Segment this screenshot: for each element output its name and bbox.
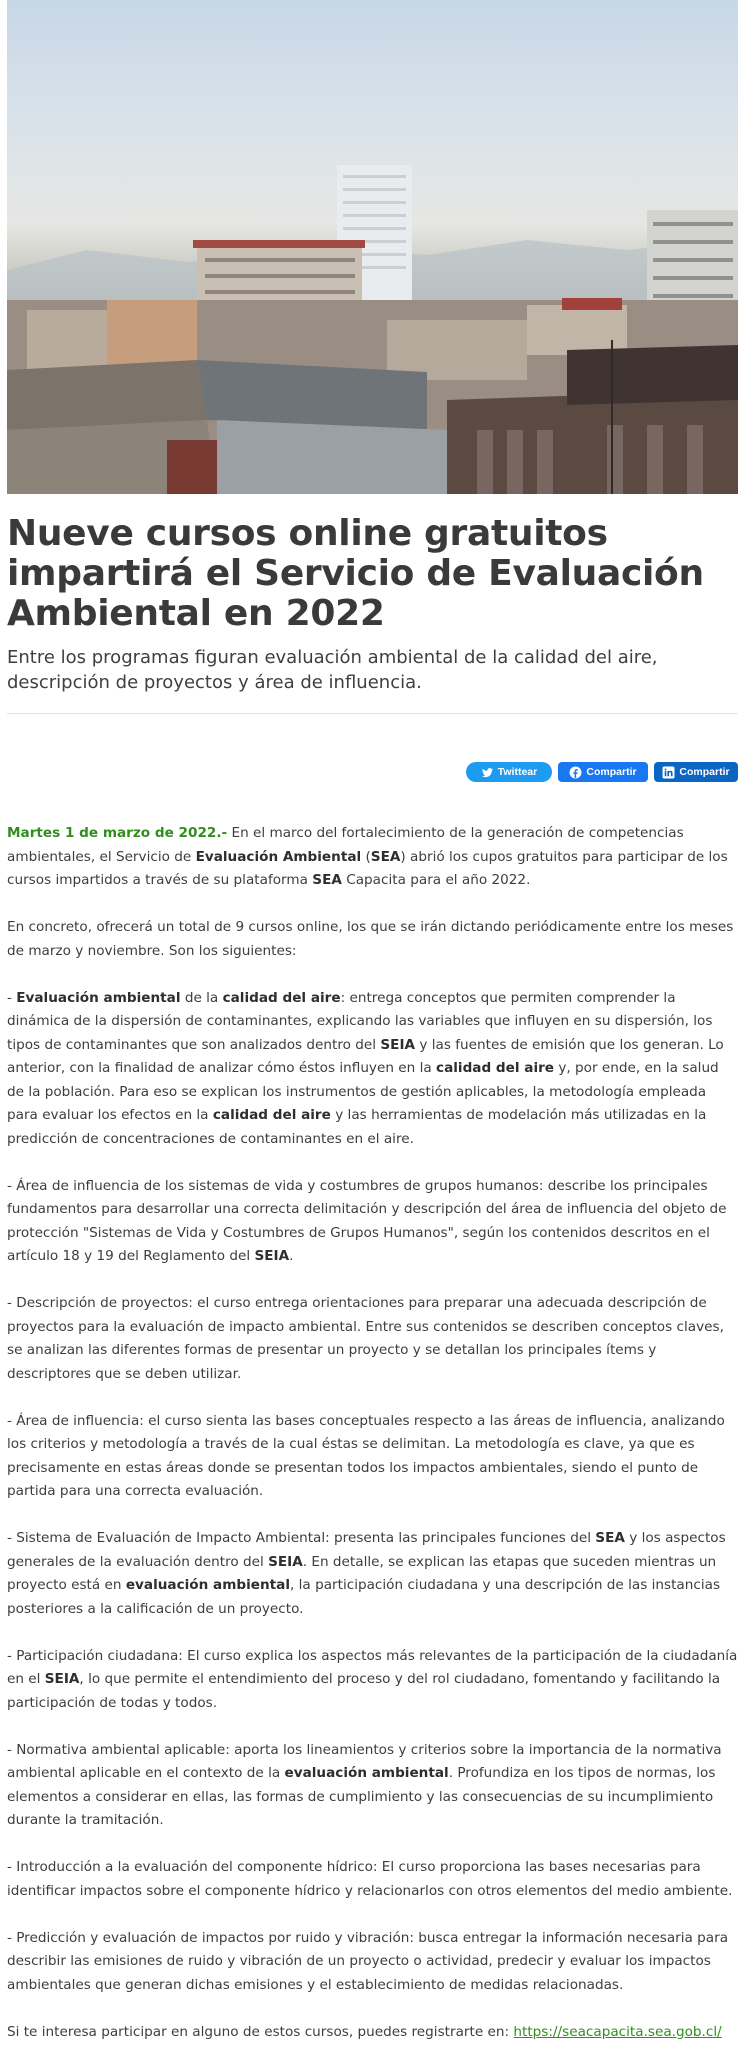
text: -	[7, 989, 17, 1006]
bold-text: evaluación ambiental	[284, 1765, 449, 1781]
text: - Participación ciudadana: El curso explica los aspectos más relevantes de la participación de la ciudadanía en el	[7, 1647, 738, 1687]
text: Si te interesa participar en alguno de estos cursos, puedes registrarte en:	[7, 2023, 514, 2040]
text: - Sistema de Evaluación de Impacto Ambiental: presenta las principales funciones del	[7, 1530, 596, 1546]
text: y las herramientas de modelación más utilizadas en la predicción de concentraciones de contaminantes en el aire.	[7, 1107, 707, 1147]
facebook-share-button[interactable]	[558, 762, 648, 782]
bold-text: SEA	[595, 1530, 625, 1546]
text: y los aspectos generales de la evaluación dentro del	[7, 1530, 726, 1570]
text: Capacita para el año 2022.	[341, 872, 531, 888]
course-item-air-quality	[7, 987, 738, 1152]
course-item-seia	[7, 1527, 738, 1621]
text: y las fuentes de emisión que los generan. Lo anterior, con la finalidad de analizar cómo éstos influyen en la	[7, 1036, 724, 1076]
text: de la	[180, 989, 223, 1006]
article-subtitle: Entre los programas figuran evaluación ambiental de la calidad del aire, descripción de proyectos y área de influencia.	[7, 647, 658, 693]
bold-text: SEIA	[380, 1036, 416, 1053]
paragraph-intro	[7, 822, 738, 893]
text: .	[289, 1248, 294, 1264]
paragraph-overview: En concreto, ofrecerá un total de 9 cursos online, los que se irán dictando periódicamente entre los meses de marzo y noviembre. Son los siguientes:	[7, 919, 734, 959]
bold-text: SEIA	[268, 1553, 303, 1570]
article-body	[7, 822, 738, 2068]
text: ) abrió los cupos gratuitos para participar de los cursos impartidos a través de su plataforma	[7, 848, 728, 888]
bold-text: SEIA	[254, 1248, 290, 1264]
hero-image	[7, 0, 738, 494]
bold-text: calidad del aire	[436, 1060, 555, 1076]
facebook-icon	[569, 766, 582, 779]
divider	[7, 713, 738, 714]
text: , lo que permite el entendimiento del proceso y del rol ciudadano, fomentando y facilitando la participación de todas y todos.	[7, 1671, 721, 1711]
city-skyline-photo	[7, 0, 738, 494]
bold-text: SEA	[312, 872, 342, 888]
text: En el marco del fortalecimiento de la generación de competencias ambientales, el Servicio de	[7, 825, 684, 865]
bold-text: calidad del aire	[212, 1107, 331, 1123]
linkedin-icon	[662, 766, 675, 779]
bold-text: calidad del aire	[222, 989, 341, 1006]
course-item-project-description: - Descripción de proyectos: el curso entrega orientaciones para preparar una adecuada descripción de proyectos para la evaluación de impacto ambiental. Entre sus contenidos se describen conceptos claves, se analizan las diferentes formas de presentar un proyecto y se detallan los principales ítems y descriptores que se deben utilizar.	[7, 1295, 724, 1382]
linkedin-share-label: Compartir	[679, 766, 730, 778]
article-date: Martes 1 de marzo de 2022.-	[7, 825, 228, 841]
paragraph-registration	[7, 2021, 738, 2045]
course-item-regulations	[7, 1739, 738, 1833]
twitter-share-label: Twittear	[497, 766, 538, 778]
text: (	[361, 848, 371, 865]
share-bar	[466, 762, 738, 782]
course-item-influence-area: - Área de influencia: el curso sienta las bases conceptuales respecto a las áreas de influencia, analizando los criterios y metodología a través de la cual éstas se delimitan. La metodología es clave, ya que es precisamente en estas áreas donde se presentan todos los impactos ambientales, siendo el punto de partida para una correcta evaluación.	[7, 1412, 725, 1499]
twitter-icon	[481, 766, 494, 779]
linkedin-share-button[interactable]	[654, 762, 738, 782]
text: - Normativa ambiental aplicable: aporta los lineamientos y criterios sobre la importancia de la normativa ambiental aplicable en el contexto de la	[7, 1741, 722, 1781]
course-item-human-groups	[7, 1175, 738, 1269]
text: . En detalle, se explican las etapas que suceden mientras un proyecto está en	[7, 1553, 717, 1593]
bold-text: SEIA	[44, 1671, 80, 1687]
article	[7, 0, 738, 2040]
bold-text: Evaluación Ambiental	[195, 848, 362, 865]
bold-text: SEA	[370, 848, 401, 865]
text: : entrega conceptos que permiten comprender la dinámica de la dispersión de contaminantes, explicando las variables que influyen en su dispersión, los tipos de contaminantes que son analizados dentro del	[7, 989, 713, 1053]
text: , la participación ciudadana y una descripción de las instancias posteriores a la calificación de un proyecto.	[7, 1577, 721, 1617]
text: y, por ende, en la salud de la población. Para eso se explican los instrumentos de gestión aplicables, la metodología empleada para evaluar los efectos en la	[7, 1060, 719, 1123]
course-item-water: - Introducción a la evaluación del componente hídrico: El curso proporciona las bases necesarias para identificar impactos sobre el componente hídrico y relacionarlos con otros elementos del medio ambiente.	[7, 1859, 733, 1899]
page-title: Nueve cursos online gratuitos impartirá el Servicio de Evaluación Ambiental en 2022	[7, 513, 704, 634]
bold-text: Evaluación ambiental	[16, 989, 181, 1006]
text: . Profundiza en los tipos de normas, los elementos a considerar en ellas, las formas de cumplimiento y las consecuencias de su incumplimiento durante la tramitación.	[7, 1765, 716, 1828]
course-item-citizen-participation	[7, 1645, 738, 1716]
twitter-share-button[interactable]	[466, 762, 552, 782]
course-item-noise: - Predicción y evaluación de impactos por ruido y vibración: busca entregar la información necesaria para describir las emisiones de ruido y vibración de un proyecto o actividad, predecir y evaluar los impactos ambientales que generan dichas emisiones y el establecimiento de medidas relacionadas.	[7, 1929, 729, 1993]
registration-link[interactable]: https://seacapacita.sea.gob.cl/	[513, 2023, 722, 2040]
text: - Área de influencia de los sistemas de vida y costumbres de grupos humanos: describe los principales fundamentos para desarrollar una correcta delimitación y descripción del área de influencia del objeto de protección "Sistemas de Vida y Costumbres de Grupos Humanos", según los contenidos descritos en el artículo 18 y 19 del Reglamento del	[7, 1177, 727, 1264]
bold-text: evaluación ambiental	[125, 1577, 290, 1593]
facebook-share-label: Compartir	[586, 766, 637, 778]
